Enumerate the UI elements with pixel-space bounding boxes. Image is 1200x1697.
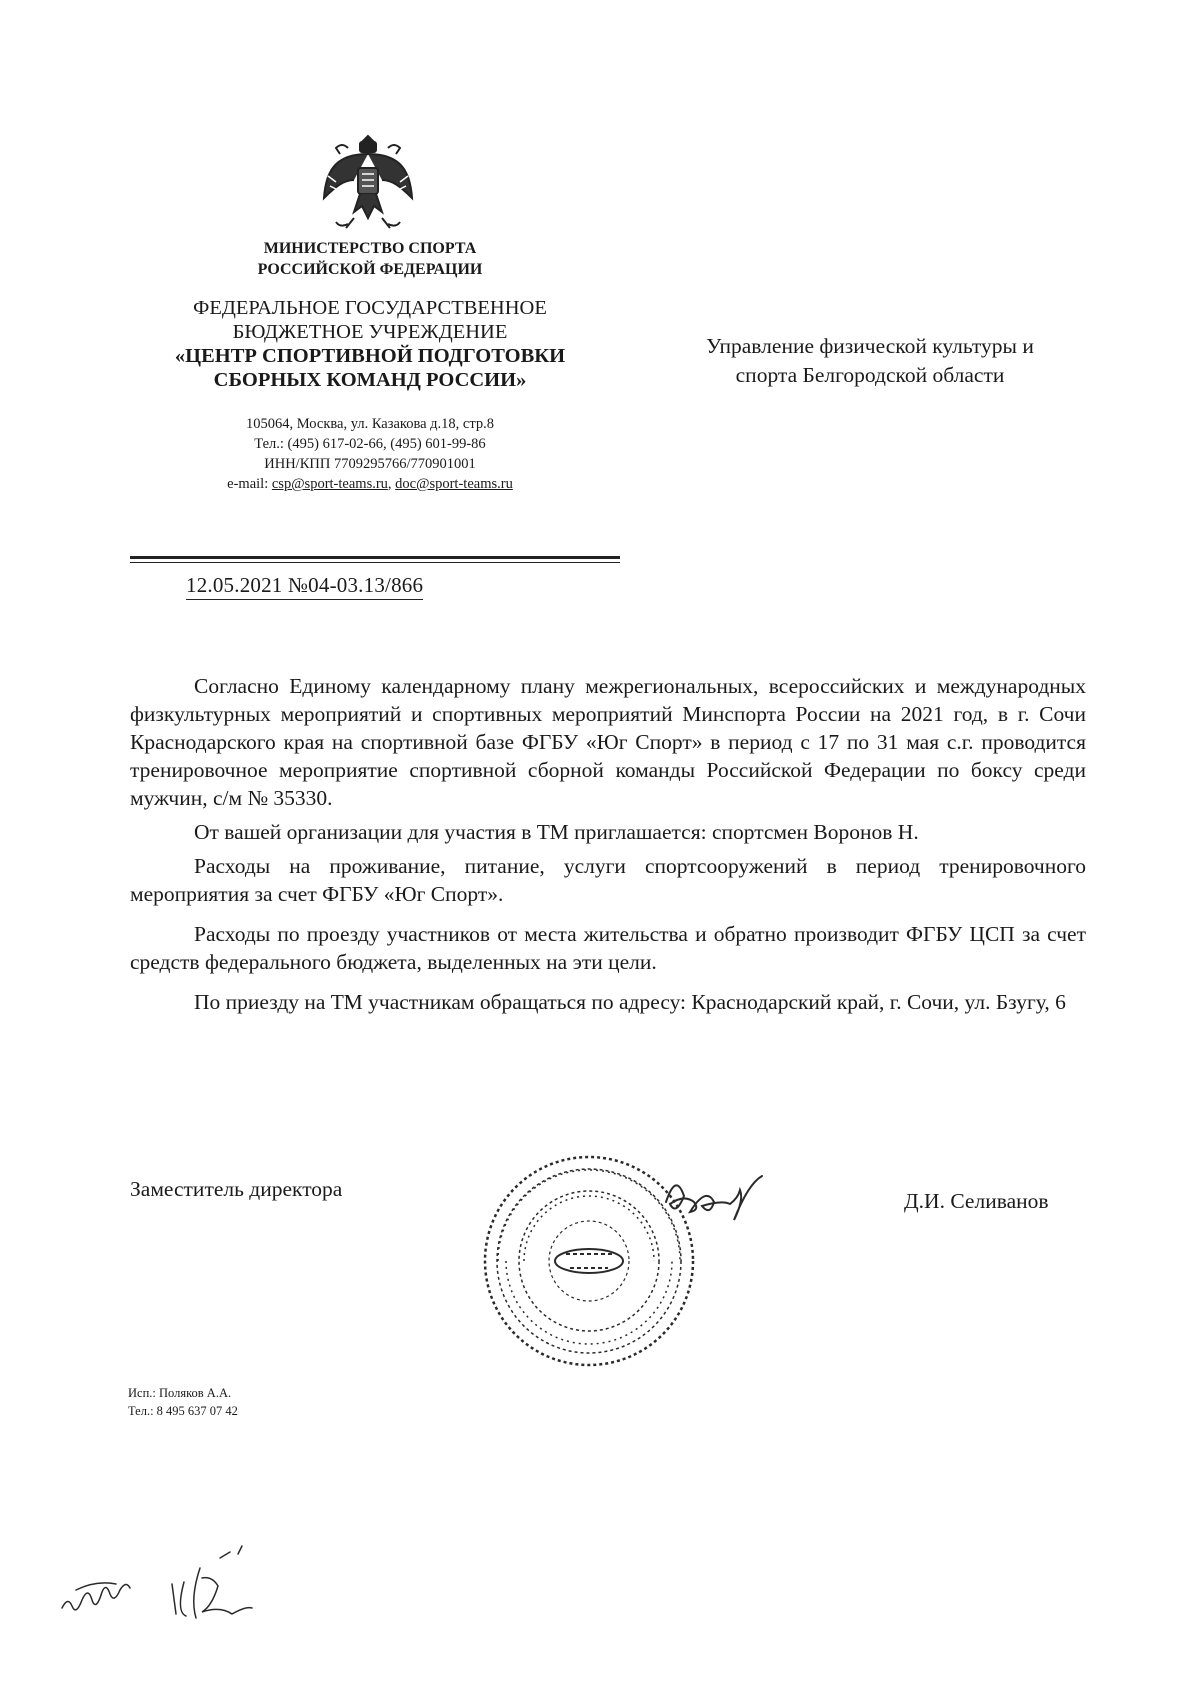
header-divider-thick (130, 556, 620, 559)
recipient-block (650, 332, 1090, 390)
org-name-line-1: «ЦЕНТР СПОРТИВНОЙ ПОДГОТОВКИ (174, 345, 566, 367)
letter-body (130, 672, 1086, 1016)
body-paragraph-1: Согласно Единому календарному плану межрегиональных, всероссийских и международных физкультурных мероприятий и спортивных мероприятий Минспорта России на 2021 год, в г. Сочи Краснодарского края на спортивной базе ФГБУ «Юг Спорт» в период с 17 по 31 мая с.г. проводится тренировочное мероприятие спортивной сборной команды Российской Федерации по боксу среди мужчин, с/м № 35330. (130, 674, 1086, 810)
body-paragraph-2: От вашей организации для участия в ТМ приглашается: спортсмен Воронов Н. (194, 820, 919, 844)
email-label: e-mail: (227, 476, 272, 492)
org-line-1: ФЕДЕРАЛЬНОЕ ГОСУДАРСТВЕННОЕ (193, 297, 547, 319)
org-line-2: БЮДЖЕТНОЕ УЧРЕЖДЕНИЕ (232, 321, 508, 343)
ministry-line-2: РОССИЙСКОЙ ФЕДЕРАЦИИ (257, 261, 483, 278)
executor-phone: Тел.: 8 495 637 07 42 (128, 1404, 238, 1418)
recipient-line-2: спорта Белгородской области (735, 363, 1005, 387)
handwritten-note-icon (52, 1538, 312, 1638)
org-phone: Тел.: (495) 617-02-66, (495) 601-99-86 (254, 436, 486, 452)
org-contacts (160, 414, 580, 494)
recipient-line-1: Управление физической культуры и (706, 334, 1034, 358)
signatory-name: Д.И. Селиванов (904, 1189, 1049, 1213)
org-name-line-2: СБОРНЫХ КОМАНД РОССИИ» (213, 369, 527, 391)
email-separator: , (387, 476, 396, 492)
email-link-1[interactable]: csp@sport-teams.ru (271, 476, 388, 492)
signatory-position: Заместитель директора (130, 1177, 343, 1201)
email-link-2[interactable]: doc@sport-teams.ru (395, 476, 513, 492)
registration-number: 12.05.2021 №04-03.13/866 (186, 573, 423, 600)
executor-name: Исп.: Поляков А.А. (128, 1386, 232, 1400)
executor-info (128, 1384, 238, 1420)
ministry-line-1: МИНИСТЕРСТВО СПОРТА (263, 240, 477, 257)
coat-of-arms-icon (318, 128, 418, 236)
org-inn: ИНН/КПП 7709295766/770901001 (264, 456, 476, 472)
body-paragraph-3: Расходы на проживание, питание, услуги спортсооружений в период тренировочного мероприятия за счет ФГБУ «Юг Спорт». (130, 854, 1086, 906)
header-divider-thin (130, 562, 620, 563)
body-paragraph-4: Расходы по проезду участников от места жительства и обратно производит ФГБУ ЦСП за счет средств федерального бюджета, выделенных на эти цели. (130, 922, 1086, 974)
org-email (160, 474, 580, 494)
signature-icon (660, 1162, 790, 1232)
body-paragraph-5: По приезду на ТМ участникам обращаться по адресу: Краснодарский край, г. Сочи, ул. Бзугу, 6 (194, 990, 1066, 1014)
org-address: 105064, Москва, ул. Казакова д.18, стр.8 (246, 416, 494, 432)
ministry-name (190, 238, 550, 280)
organization-name (140, 296, 600, 392)
